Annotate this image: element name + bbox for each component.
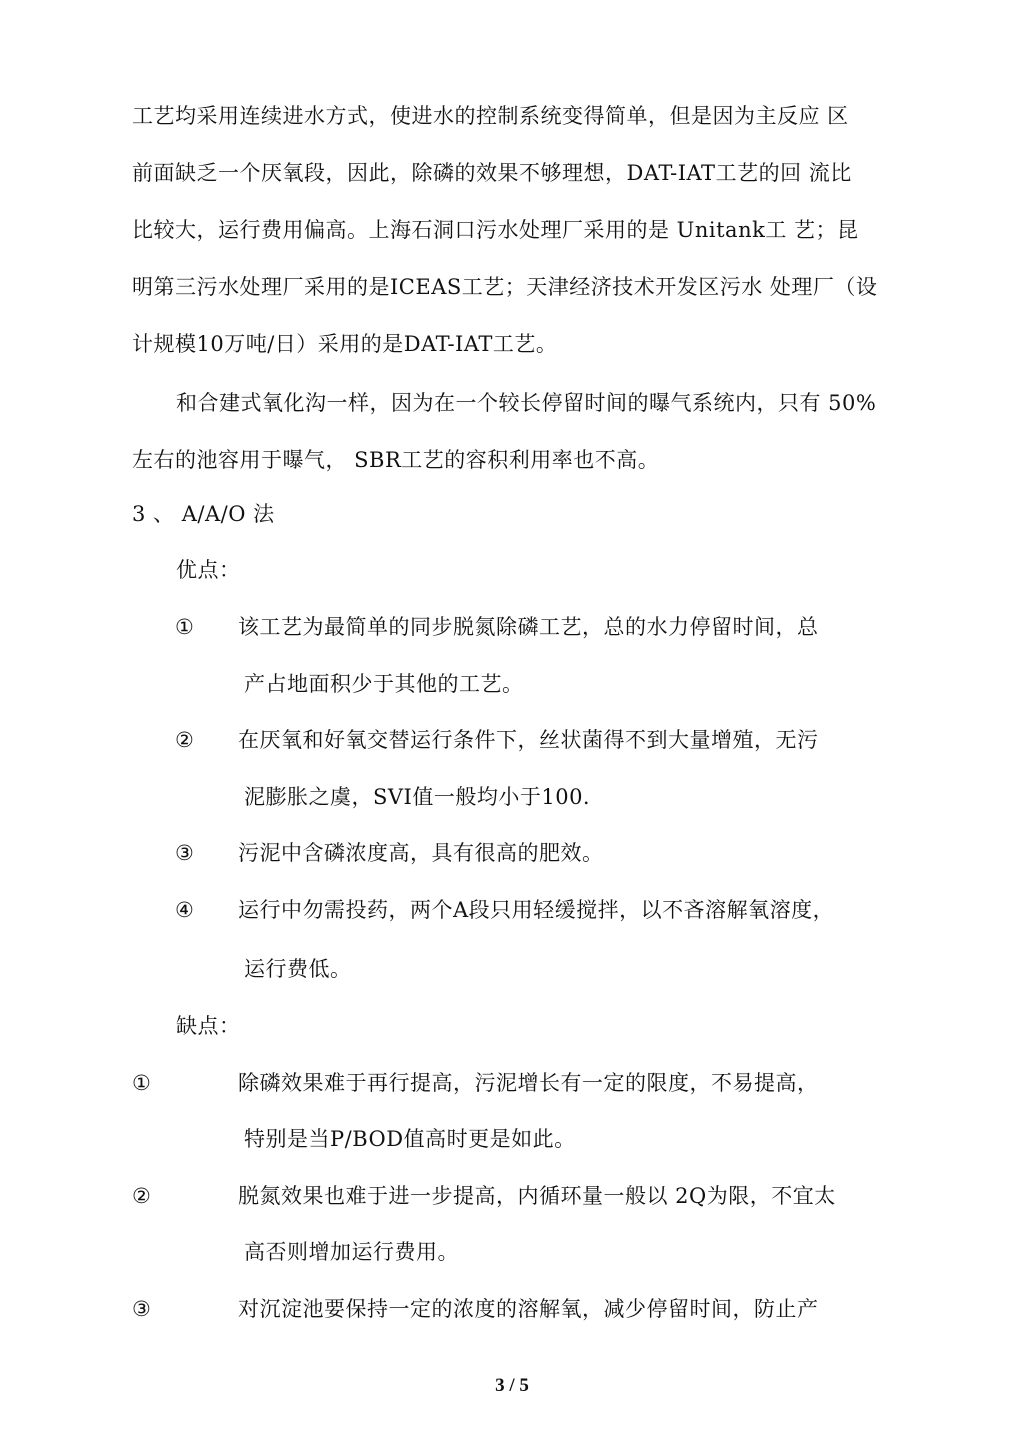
paragraph-line: 计规模10万吨/日）采用的是DAT-IAT工艺。 [132, 332, 558, 356]
list-marker: ② [175, 728, 194, 752]
paragraph-line: 左右的池容用于曝气， SBR工艺的容积利用率也不高。 [132, 448, 660, 472]
paragraph-line: 明第三污水处理厂采用的是ICEAS工艺；天津经济技术开发区污水 处理厂（设 [132, 275, 878, 299]
paragraph-line: 前面缺乏一个厌氧段，因此，除磷的效果不够理想，DAT-IAT工艺的回 流比 [132, 161, 852, 185]
list-item-text: 污泥中含磷浓度高，具有很高的肥效。 [238, 841, 604, 865]
list-marker: ② [132, 1184, 151, 1208]
section-heading: 3 、 A/A/O 法 [132, 502, 275, 526]
list-marker: ③ [132, 1297, 151, 1321]
list-marker: ① [132, 1071, 151, 1095]
list-marker: ① [175, 615, 194, 639]
list-item-continuation: 产占地面积少于其他的工艺。 [244, 672, 524, 696]
list-item-text: 运行中勿需投药，两个A段只用轻缓搅拌，以不吝溶解氧溶度， [238, 898, 835, 922]
list-item-continuation: 特别是当P/BOD值高时更是如此。 [244, 1127, 576, 1151]
paragraph-line: 和合建式氧化沟一样，因为在一个较长停留时间的曝气系统内，只有 50% [176, 391, 877, 415]
paragraph-line: 工艺均采用连续进水方式，使进水的控制系统变得简单，但是因为主反应 区 [132, 104, 849, 128]
list-item-continuation: 高否则增加运行费用。 [244, 1240, 459, 1264]
list-marker: ③ [175, 841, 194, 865]
list-item-text: 除磷效果难于再行提高，污泥增长有一定的限度，不易提高， [238, 1071, 819, 1095]
list-item-text: 对沉淀池要保持一定的浓度的溶解氧，减少停留时间，防止产 [238, 1297, 819, 1321]
list-item-continuation: 运行费低。 [244, 957, 352, 981]
paragraph-line: 比较大，运行费用偏高。上海石洞口污水处理厂采用的是 Unitank工 艺；昆 [132, 218, 859, 242]
list-item-text: 脱氮效果也难于进一步提高，内循环量一般以 2Q为限，不宜太 [238, 1184, 836, 1208]
list-item-continuation: 泥膨胀之虞，SVI值一般均小于100. [244, 785, 591, 809]
page-number: 3 / 5 [495, 1375, 529, 1396]
list-marker: ④ [175, 898, 194, 922]
list-item-text: 在厌氧和好氧交替运行条件下，丝状菌得不到大量增殖，无污 [238, 728, 819, 752]
disadvantages-label: 缺点： [176, 1014, 241, 1038]
advantages-label: 优点： [176, 558, 241, 582]
list-item-text: 该工艺为最简单的同步脱氮除磷工艺，总的水力停留时间，总 [238, 615, 819, 639]
